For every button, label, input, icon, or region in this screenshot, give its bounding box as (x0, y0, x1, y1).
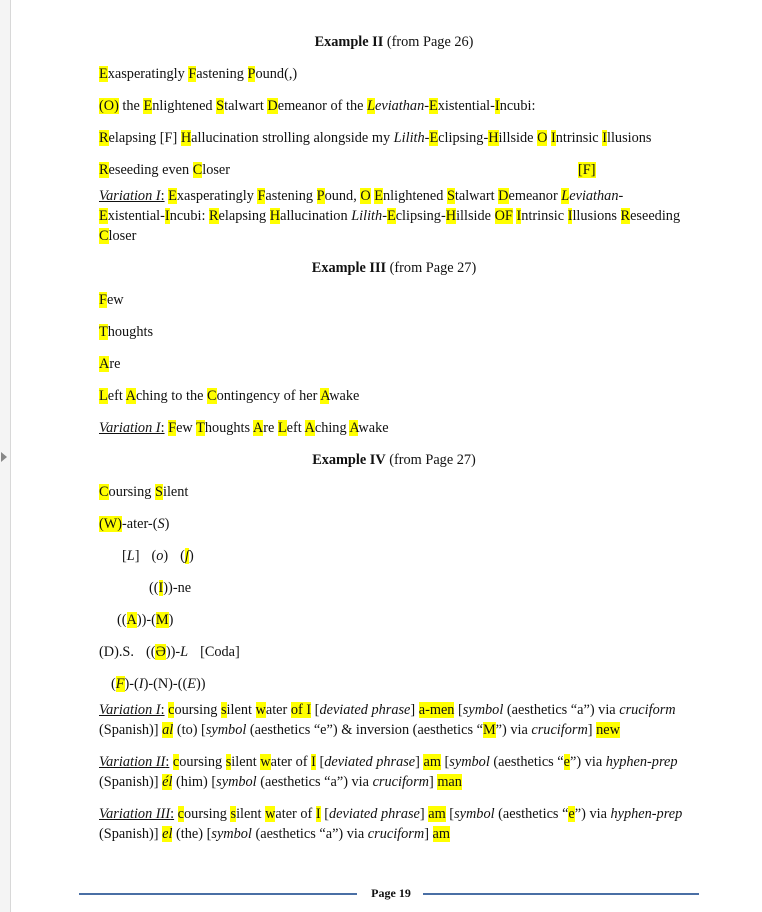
footer-rule (423, 893, 699, 895)
poem-line: Thoughts (99, 324, 154, 340)
poem-line: (D).S. ((Ə))-L [Coda] (99, 644, 240, 660)
variation-paragraph: Variation I: coursing silent water of I [deviated phrase] a-men [symbol (aesthetics “a”) via cruciform (Spanish)] al (to) [symbol (aesthetics “e”) & inversion (aesthetics “M”) via cruciform] new (99, 702, 676, 738)
variation-paragraph: Variation III: coursing silent water of I [deviated phrase] am [symbol (aesthetics “e”) via hyphen-prep (Spanish)] el (the) [symbol (aesthetics “a”) via cruciform] am (99, 806, 683, 842)
poem-line: Relapsing [F] Hallucination strolling alongside my Lilith-Eclipsing-Hillside O Intrinsic Illusions (99, 130, 652, 146)
poem-line: (F)-(I)-(N)-((E)) (111, 676, 206, 692)
variation-paragraph: Variation I: Exasperatingly Fastening Pound, O Enlightened Stalwart Demeanor Leviathan-Existential-Incubi: Relapsing Hallucination Lilith-Eclipsing-Hillside OF Intrinsic Illusions Reseeding Closer (99, 188, 681, 244)
variation-line: Variation I: Few Thoughts Are Left Aching Awake (99, 420, 389, 436)
poem-line: Coursing Silent (99, 484, 189, 500)
page-number: Page 19 (371, 886, 411, 900)
poem-line: Left Aching to the Contingency of her Awake (99, 388, 360, 404)
document-page (99, 26, 689, 850)
poem-line: Exasperatingly Fastening Pound(,) (99, 66, 298, 82)
poem-line: [L] (o) (ʃ) (122, 548, 194, 564)
poem-line: Few (99, 292, 124, 308)
poem-line: (O) the Enlightened Stalwart Demeanor of the Leviathan-Existential-Incubi: (99, 98, 536, 114)
variation-paragraph: Variation II: coursing silent water of I [deviated phrase] am [symbol (aesthetics “e”) via hyphen-prep (Spanish)] él (him) [symbol (aesthetics “a”) via cruciform] man (99, 754, 678, 790)
poem-line: (W)-ater-(S) (99, 516, 170, 532)
poem-line: ((I))-ne (149, 580, 192, 596)
page-footer (79, 883, 699, 903)
example-4-heading: Example IV (from Page 27) (312, 452, 476, 468)
poem-line: Are (99, 356, 121, 372)
example-2-heading: Example II (from Page 26) (314, 34, 474, 50)
poem-line: ((A))-(M) (117, 612, 174, 628)
poem-line: Reseeding even Closer [F] (99, 162, 596, 178)
expand-arrow-icon[interactable] (1, 452, 7, 462)
footer-rule (79, 893, 357, 895)
example-3-heading: Example III (from Page 27) (311, 260, 477, 276)
